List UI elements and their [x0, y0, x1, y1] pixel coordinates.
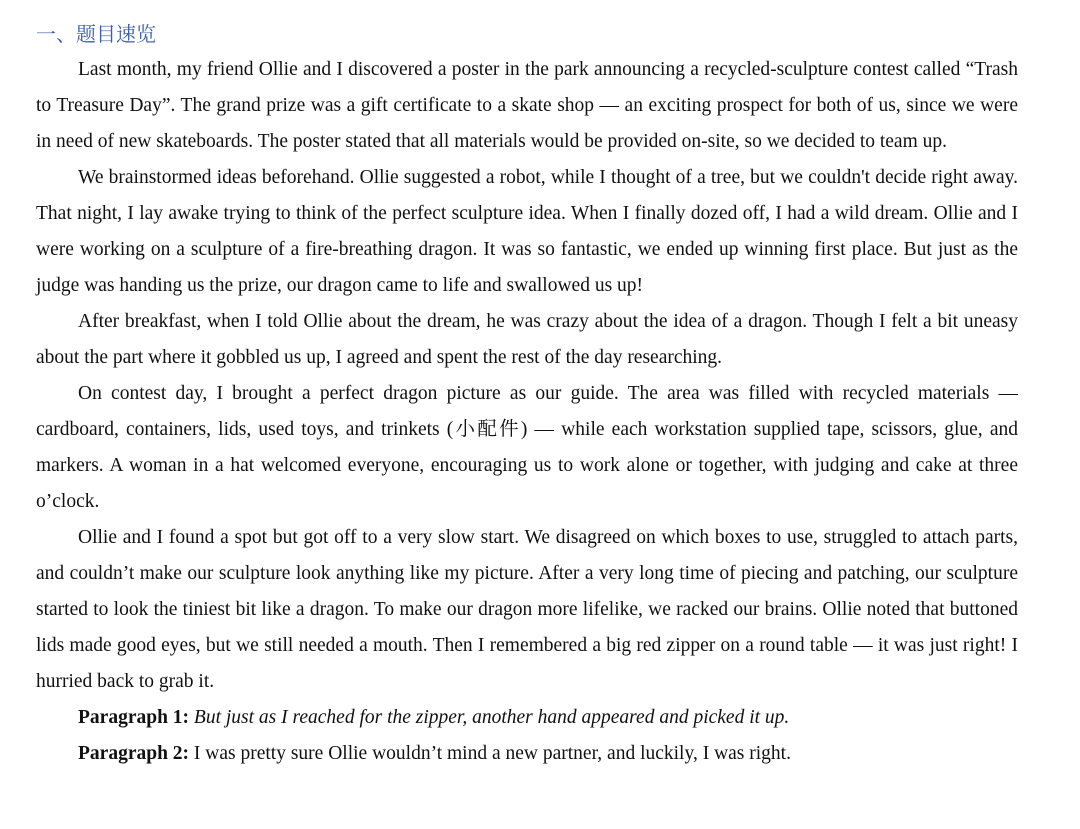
prompt-2-label: Paragraph 2: — [78, 743, 190, 764]
section-heading: 一、题目速览 — [36, 22, 156, 46]
story-paragraph-2: We brainstormed ideas beforehand. Ollie suggested a robot, while I thought of a tree, but we couldn't decide right away. That night, I lay awake trying to think of the perfect sculpture idea. When I finally dozed off, I had a wild dream. Ollie and I were working on a sculpture of a fire-breathing dragon. It was so fantastic, we ended up winning first place. But just as the judge was handing us the prize, our dragon came to life and swallowed us up! — [36, 167, 1018, 296]
prompt-1-label: Paragraph 1: — [78, 707, 190, 728]
story-paragraph-4: On contest day, I brought a perfect dragon picture as our guide. The area was filled with recycled materials — cardboard, containers, lids, used toys, and trinkets (小配件) — while each workstation supplied tape, scissors, glue, and markers. A woman in a hat welcomed everyone, encouraging us to work alone or together, with judging and cake at three o’clock. — [36, 383, 1018, 512]
prompt-2-text: I was pretty sure Ollie wouldn’t mind a new partner, and luckily, I was right. — [193, 743, 791, 764]
story-paragraph-3: After breakfast, when I told Ollie about the dream, he was crazy about the idea of a dragon. Though I felt a bit uneasy about the part where it gobbled us up, I agreed and spent the rest of the day researching. — [36, 311, 1018, 368]
story-paragraph-5: Ollie and I found a spot but got off to a very slow start. We disagreed on which boxes to use, struggled to attach parts, and couldn’t make our sculpture look anything like my picture. After a very long time of piecing and patching, our sculpture started to look the tiniest bit like a dragon. To make our dragon more lifelike, we racked our brains. Ollie noted that buttoned lids made good eyes, but we still needed a mouth. Then I remembered a big red zipper on a round table — it was just right! I hurried back to grab it. — [36, 527, 1018, 692]
continuation-prompt-2 — [36, 736, 1018, 772]
prompt-1-text: But just as I reached for the zipper, another hand appeared and picked it up. — [193, 707, 790, 728]
continuation-prompt-1 — [36, 700, 1018, 736]
story-paragraph-1: Last month, my friend Ollie and I discovered a poster in the park announcing a recycled-sculpture contest called “Trash to Treasure Day”. The grand prize was a gift certificate to a skate shop — an exciting prospect for both of us, since we were in need of new skateboards. The poster stated that all materials would be provided on-site, so we decided to team up. — [36, 59, 1018, 152]
document-page — [36, 16, 1018, 772]
